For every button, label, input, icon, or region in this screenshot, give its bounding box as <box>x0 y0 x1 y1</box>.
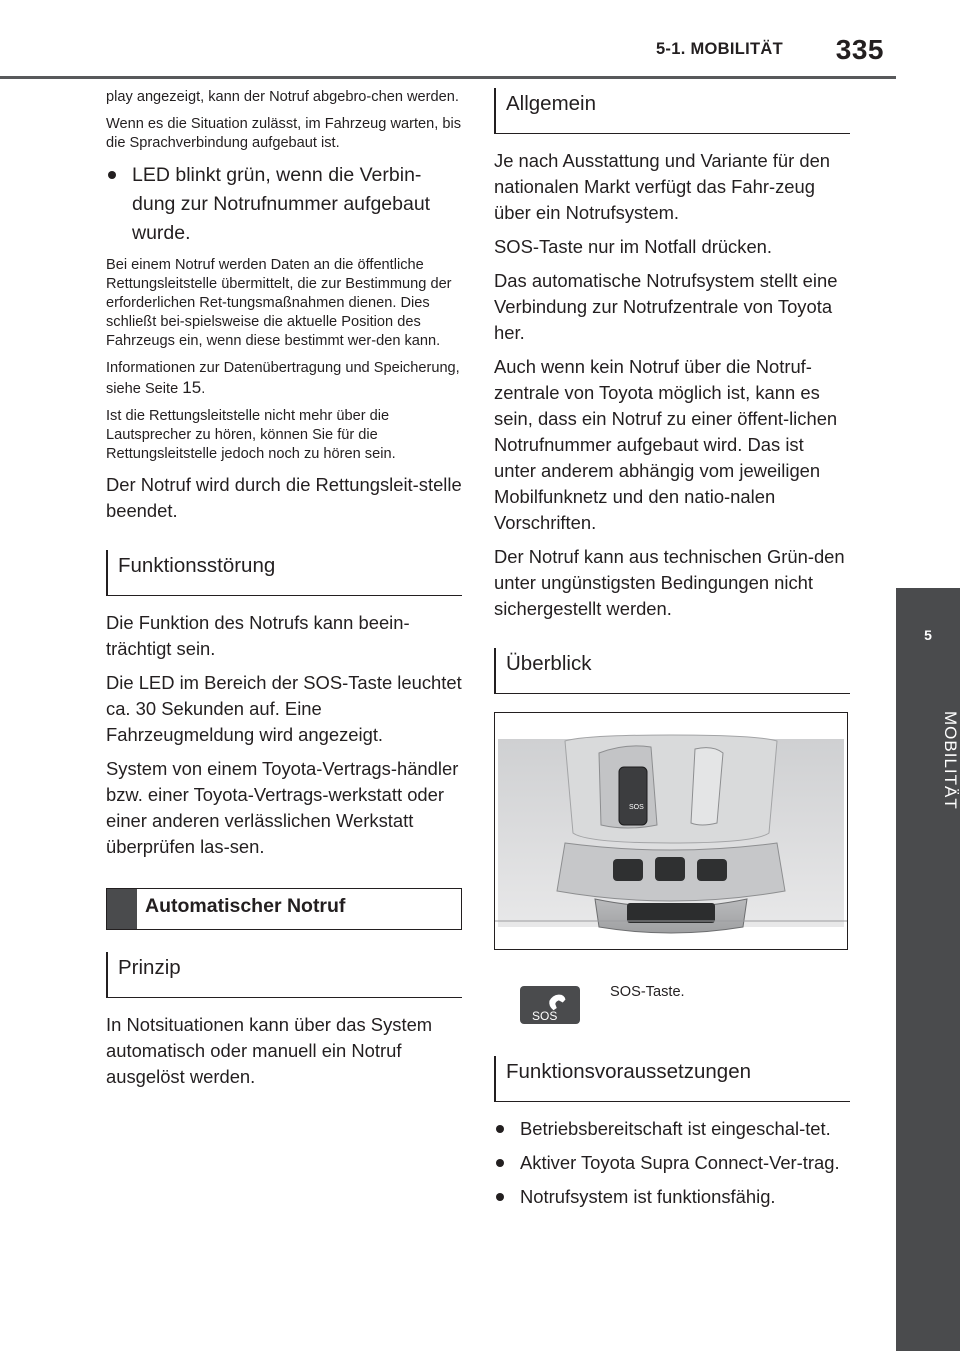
heading-rule <box>496 133 850 134</box>
bullet-item <box>106 161 462 248</box>
heading-text: Überblick <box>506 652 592 675</box>
bullet-icon <box>496 1125 504 1133</box>
section-heading <box>494 648 850 694</box>
paragraph: SOS-Taste nur im Notfall drücken. <box>494 236 773 257</box>
paragraph: Wenn es die Situation zulässt, im Fahrzeug warten, bis die Sprachverbindung aufgebaut ist. <box>106 116 462 151</box>
heading-text: Automatischer Notruf <box>145 895 346 917</box>
paragraph: Die LED im Bereich der SOS-Taste leuchtet ca. 30 Sekunden auf. Eine Fahrzeugmeldung wird angezeigt. <box>106 672 462 745</box>
main-heading <box>106 888 462 930</box>
heading-text: Prinzip <box>118 956 181 979</box>
paragraph: Die Funktion des Notrufs kann beein-trächtigt sein. <box>106 612 410 659</box>
heading-text: Funktionsvoraussetzungen <box>506 1060 752 1083</box>
requirement-item <box>494 1184 850 1210</box>
sos-button-icon <box>520 986 580 1024</box>
period: . <box>201 381 206 397</box>
paragraph: Der Notruf kann aus technischen Grün-den unter ungünstigsten Bedingungen nicht sichergestellt werden. <box>494 546 845 619</box>
svg-text:SOS: SOS <box>629 804 644 811</box>
requirement-text: Notrufsystem ist funktionsfähig. <box>520 1186 776 1207</box>
requirement-text: Betriebsbereitschaft ist eingeschal-tet. <box>520 1118 831 1139</box>
bullet-text: LED blinkt grün, wenn die Verbin-dung zur Notrufnummer aufgebaut wurde. <box>132 164 431 244</box>
paragraph-text: Informationen zur Datenübertragung und Speicherung, siehe Seite <box>106 360 460 397</box>
chapter-label: MOBILITÄT <box>941 710 960 810</box>
sos-icon <box>520 986 580 1024</box>
bullet-icon <box>108 171 116 179</box>
paragraph: Ist die Rettungsleitstelle nicht mehr über die Lautsprecher zu hören, können Sie für die Rettungsleitstelle jedoch noch zu hören sein. <box>106 408 396 462</box>
legend-caption: SOS-Taste. <box>610 984 685 1000</box>
heading-text: Allgemein <box>506 92 597 115</box>
legend-row <box>494 986 850 1046</box>
sos-icon-text: SOS <box>532 1009 558 1023</box>
header-rule <box>0 76 960 79</box>
heading-rule <box>496 1101 850 1102</box>
paragraph: System von einem Toyota-Vertrags-händler bzw. einer Toyota-Vertrags-werkstatt oder einer anderen verlässlichen Werkstatt überprüfen las-sen. <box>106 758 459 857</box>
side-tab-upper <box>896 4 960 586</box>
heading-text: Funktionsstörung <box>118 554 276 577</box>
paragraph: Der Notruf wird durch die Rettungsleit-stelle beendet. <box>106 474 462 521</box>
left-column <box>106 88 462 1098</box>
paragraph: play angezeigt, kann der Notruf abgebro-chen werden. <box>106 89 459 105</box>
section-heading <box>106 550 462 596</box>
heading-rule <box>108 997 462 998</box>
paragraph: Auch wenn kein Notruf über die Notruf-zentrale von Toyota möglich ist, kann es sein, dass ein Notruf zu einer öffent-lichen Notrufnummer aufgebaut wird. Das ist unter anderem abhängig vom jeweiligen Mobilfunknetz und den natio-nalen Vorschriften. <box>494 356 838 533</box>
requirement-item <box>494 1150 850 1176</box>
section-heading <box>494 1056 850 1102</box>
page-reference-link[interactable]: 15 <box>182 378 202 397</box>
paragraph: Bei einem Notruf werden Daten an die öffentliche Rettungsleitstelle übermittelt, die zur Bestimmung der erforderlichen Ret-tungsmaßnahmen dienen. Dies schließt bei-spielsweise die aktuelle Position des Fahrzeugs ein, wenn diese bestimmt wer-den kann. <box>106 257 452 349</box>
heading-bar <box>107 889 137 929</box>
chapter-number: 5 <box>924 627 932 643</box>
requirement-item <box>494 1116 850 1142</box>
paragraph: Das automatische Notrufsystem stellt eine Verbindung zur Notrufzentrale von Toyota her. <box>494 270 838 343</box>
heading-rule <box>108 595 462 596</box>
overhead-console-figure <box>494 712 848 950</box>
overhead-console-illustration <box>495 713 847 949</box>
section-title: 5-1. MOBILITÄT <box>655 40 783 58</box>
paragraph <box>106 359 462 399</box>
paragraph: Je nach Ausstattung und Variante für den nationalen Markt verfügt das Fahr-zeug über ein Notrufsystem. <box>494 150 831 223</box>
requirement-text: Aktiver Toyota Supra Connect-Ver-trag. <box>520 1152 840 1173</box>
section-heading <box>494 88 850 134</box>
page-number: 335 <box>835 34 884 65</box>
paragraph: In Notsituationen kann über das System automatisch oder manuell ein Notruf ausgelöst werden. <box>106 1014 433 1087</box>
heading-rule <box>496 693 850 694</box>
section-heading <box>106 952 462 998</box>
right-column <box>494 88 850 1218</box>
bullet-icon <box>496 1193 504 1201</box>
bullet-icon <box>496 1159 504 1167</box>
